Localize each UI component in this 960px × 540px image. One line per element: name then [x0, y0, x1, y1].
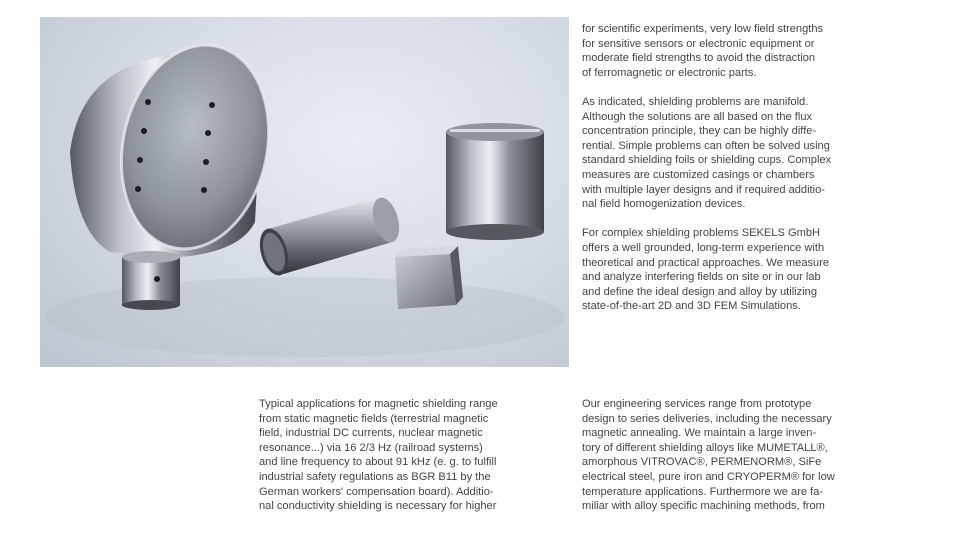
paragraph: for scientific experiments, very low field strengths for sensitive sensors or electronic equipment or moderate field strengths to avoid the distraction of ferromagnetic or electronic parts.: [582, 23, 824, 79]
left-text-column: [259, 397, 559, 528]
paragraph: As indicated, shielding problems are manifold. Although the solutions are all based on the flux concentration principle, they can be highly diffe- rential. Simple problems can often be solved using standard shielding foils or shielding cups. Complex measures are customized casings or chambers with multiple layer designs and if required additio- nal field homogenization devices.: [582, 95, 832, 211]
shielding-parts-illustration: [40, 17, 569, 367]
right-bottom-text-column: [582, 397, 900, 528]
paragraph: For complex shielding problems SEKELS GmbH offers a well grounded, long-term experience with theoretical and practical approaches. We measure and analyze interfering fields on site or in our lab and define the ideal design and alloy by utilizing state-of-the-art 2D and 3D FEM Simulations.: [582, 227, 830, 313]
shielding-tube: [255, 195, 404, 279]
small-shielding-box: [395, 246, 463, 309]
small-shielding-cup: [122, 251, 180, 310]
tall-shielding-cylinder: [446, 123, 544, 240]
product-photo: [40, 17, 569, 367]
right-text-column: [582, 22, 900, 328]
paragraph: Typical applications for magnetic shielding range from static magnetic fields (terrestrial magnetic field, industrial DC currents, nuclear magnetic resonance...) via 16 2/3 Hz (railroad systems) and line frequency to about 91 kHz (e. g. to fulfill industrial safety regulations as BGR B11 by the German workers' compensation board). Additio- nal conductivity shielding is necessary for higher: [259, 398, 498, 513]
paragraph: Our engineering services range from prototype design to series deliveries, including the necessary magnetic annealing. We maintain a large inven- tory of different shielding alloys like MUMETALL®, amorphous VITROVAC®, PERMENORM®, SiFe electrical steel, pure iron and CRYOPERM® for low temperature applications. Furthermore we are fa- miliar with alloy specific machining methods, from: [582, 398, 835, 513]
large-shielding-cup: [70, 31, 287, 262]
